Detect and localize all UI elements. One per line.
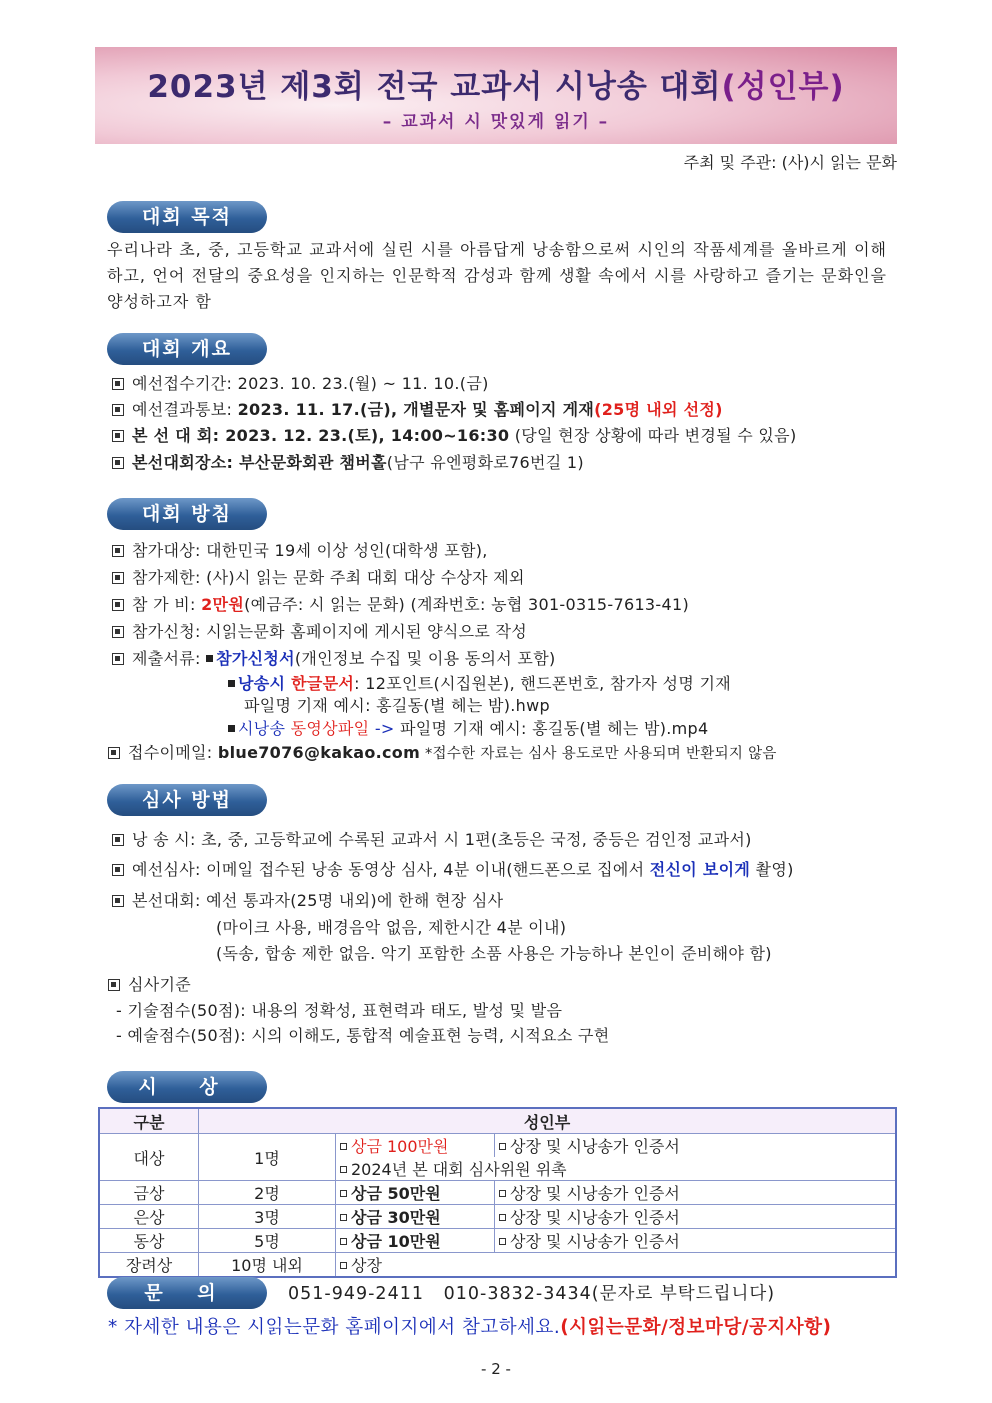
- award-count: 5명: [199, 1229, 336, 1253]
- overview-line-4: 본선대회장소: 부산문화회관 챔버홀(남구 유엔평화로76번길 1): [112, 452, 584, 474]
- host-organization: 주최 및 주관: (사)시 읽는 문화: [683, 153, 897, 172]
- policy-doc-2-example: 파일명 기재 예시: 홍길동(별 헤는 밤).hwp: [244, 696, 550, 715]
- award-extra-2: 2024년 본 대회 심사위원 위촉: [336, 1157, 897, 1181]
- checkbox-bullet-icon: [112, 599, 124, 611]
- policy-email: 접수이메일: blue7076@kakao.com *접수한 자료는 심사 용도로만 사용되며 반환되지 않음: [108, 742, 777, 765]
- checkbox-bullet-icon: [112, 834, 124, 846]
- column-header-category: 구분: [99, 1108, 199, 1134]
- square-bullet-icon: [499, 1143, 506, 1150]
- award-extra: 상장 및 시낭송가 인증서: [495, 1229, 897, 1253]
- judging-criteria-2: - 예술점수(50점): 시의 이해도, 통합적 예술표현 능력, 시적요소 구현: [116, 1026, 610, 1045]
- judging-criteria-1: - 기술점수(50점): 내용의 정확성, 표현력과 태도, 발성 및 발음: [116, 1001, 563, 1020]
- square-bullet-icon: [340, 1238, 347, 1245]
- email-address[interactable]: blue7076@kakao.com: [217, 743, 421, 762]
- checkbox-bullet-icon: [108, 979, 120, 991]
- page-title: 2023년 제3회 전국 교과서 시낭송 대회(성인부): [147, 69, 845, 105]
- square-bullet-icon: [499, 1190, 506, 1197]
- square-bullet-icon: [206, 655, 213, 662]
- award-extra: 상장 및 시낭송가 인증서: [495, 1181, 897, 1205]
- section-heading-contact: 문 의: [107, 1277, 267, 1309]
- square-bullet-icon: [340, 1190, 347, 1197]
- section-heading-overview: 대회 개요: [107, 333, 267, 365]
- contact-phones: 051-949-2411 010-3832-3434(문자로 부탁드립니다): [288, 1284, 776, 1304]
- judging-criteria-title: 심사기준: [108, 974, 191, 996]
- column-header-adult: 성인부: [199, 1108, 897, 1134]
- overview-line-2: 예선결과통보: 2023. 11. 17.(금), 개별문자 및 홈페이지 게재(25명 내외 선정): [112, 399, 723, 421]
- checkbox-bullet-icon: [112, 653, 124, 665]
- award-count: 1명: [199, 1134, 336, 1181]
- checkbox-bullet-icon: [112, 378, 124, 390]
- table-row: [99, 1253, 896, 1278]
- award-name: 금상: [99, 1181, 199, 1205]
- award-prize: 상장: [336, 1253, 897, 1278]
- checkbox-bullet-icon: [112, 572, 124, 584]
- section-heading-purpose: 대회 목적: [107, 201, 267, 233]
- judging-line-2: 예선심사: 이메일 접수된 낭송 동영상 심사, 4분 이내(핸드폰으로 집에서 전신이 보이게 촬영): [112, 859, 794, 881]
- awards-table: [98, 1107, 897, 1278]
- square-bullet-icon: [499, 1238, 506, 1245]
- overview-line-3: 본 선 대 회: 2023. 12. 23.(토), 14:00~16:30 (당일 현장 상황에 따라 변경될 수 있음): [112, 425, 797, 447]
- checkbox-bullet-icon: [112, 864, 124, 876]
- award-extra: 상장 및 시낭송가 인증서: [495, 1134, 897, 1158]
- checkbox-bullet-icon: [112, 626, 124, 638]
- judging-line-1: 낭 송 시: 초, 중, 고등학교에 수록된 교과서 시 1편(초등은 국정, 중등은 검인정 교과서): [112, 829, 752, 851]
- policy-doc-2: 낭송시 한글문서: 12포인트(시집원본), 핸드폰번호, 참가자 성명 기재: [228, 673, 731, 695]
- section-heading-policy: 대회 방침: [107, 498, 267, 530]
- square-bullet-icon: [499, 1214, 506, 1221]
- judging-line-3-sub-1: (마이크 사용, 배경음악 없음, 제한시간 4분 이내): [216, 918, 567, 937]
- checkbox-bullet-icon: [112, 895, 124, 907]
- table-row: [99, 1229, 896, 1253]
- award-prize: 상금 10만원: [336, 1229, 495, 1253]
- table-row: [99, 1134, 896, 1158]
- award-prize: 상금 100만원: [336, 1134, 495, 1158]
- judging-line-3: 본선대회: 예선 통과자(25명 내외)에 한해 현장 심사: [112, 890, 503, 912]
- table-row: [99, 1181, 896, 1205]
- policy-line-5: 제출서류: 참가신청서(개인정보 수집 및 이용 동의서 포함): [112, 648, 556, 670]
- checkbox-bullet-icon: [108, 747, 120, 759]
- policy-line-2: 참가제한: (사)시 읽는 문화 주최 대회 대상 수상자 제외: [112, 567, 525, 589]
- square-bullet-icon: [340, 1262, 347, 1269]
- award-extra: 상장 및 시낭송가 인증서: [495, 1205, 897, 1229]
- square-bullet-icon: [228, 725, 235, 732]
- checkbox-bullet-icon: [112, 404, 124, 416]
- title-banner: [95, 47, 897, 144]
- table-header-row: [99, 1108, 896, 1134]
- award-name: 대상: [99, 1134, 199, 1181]
- checkbox-bullet-icon: [112, 430, 124, 442]
- judging-line-3-sub-2: (독송, 합송 제한 없음. 악기 포함한 소품 사용은 가능하나 본인이 준비해야 함): [216, 944, 772, 963]
- award-name: 은상: [99, 1205, 199, 1229]
- award-prize: 상금 30만원: [336, 1205, 495, 1229]
- policy-line-4: 참가신청: 시읽는문화 홈페이지에 게시된 양식으로 작성: [112, 621, 527, 643]
- page-number: - 2 -: [481, 1360, 511, 1378]
- award-count: 3명: [199, 1205, 336, 1229]
- policy-line-3: 참 가 비: 2만원(예금주: 시 읽는 문화) (계좌번호: 농협 301-0315-7613-41): [112, 594, 689, 616]
- policy-line-1: 참가대상: 대한민국 19세 이상 성인(대학생 포함),: [112, 540, 488, 562]
- square-bullet-icon: [340, 1214, 347, 1221]
- section-heading-judging: 심사 방법: [107, 784, 267, 816]
- policy-doc-3: 시낭송 동영상파일 -> 파일명 기재 예시: 홍길동(별 헤는 밤).mp4: [228, 718, 709, 740]
- award-count: 2명: [199, 1181, 336, 1205]
- award-prize: 상금 50만원: [336, 1181, 495, 1205]
- award-count: 10명 내외: [199, 1253, 336, 1278]
- overview-line-1: 예선접수기간: 2023. 10. 23.(월) ~ 11. 10.(금): [112, 373, 489, 395]
- table-row: [99, 1205, 896, 1229]
- checkbox-bullet-icon: [112, 457, 124, 469]
- award-name: 동상: [99, 1229, 199, 1253]
- purpose-text: 우리나라 초, 중, 고등학교 교과서에 실린 시를 아름답게 낭송함으로써 시인의 작품세계를 올바르게 이해하고, 언어 전달의 중요성을 인지하는 인문학적 감성과 함께 생활 속에서 시를 사랑하고 즐기는 문화인을 양성하고자 함: [107, 240, 887, 311]
- square-bullet-icon: [340, 1166, 347, 1173]
- checkbox-bullet-icon: [112, 545, 124, 557]
- section-heading-awards: 시 상: [107, 1071, 267, 1103]
- square-bullet-icon: [340, 1143, 347, 1150]
- square-bullet-icon: [228, 680, 235, 687]
- award-name: 장려상: [99, 1253, 199, 1278]
- contact-note: * 자세한 내용은 시읽는문화 홈페이지에서 참고하세요.(시읽는문화/정보마당/공지사항): [108, 1317, 832, 1338]
- page-subtitle: – 교과서 시 맛있게 읽기 –: [382, 112, 610, 132]
